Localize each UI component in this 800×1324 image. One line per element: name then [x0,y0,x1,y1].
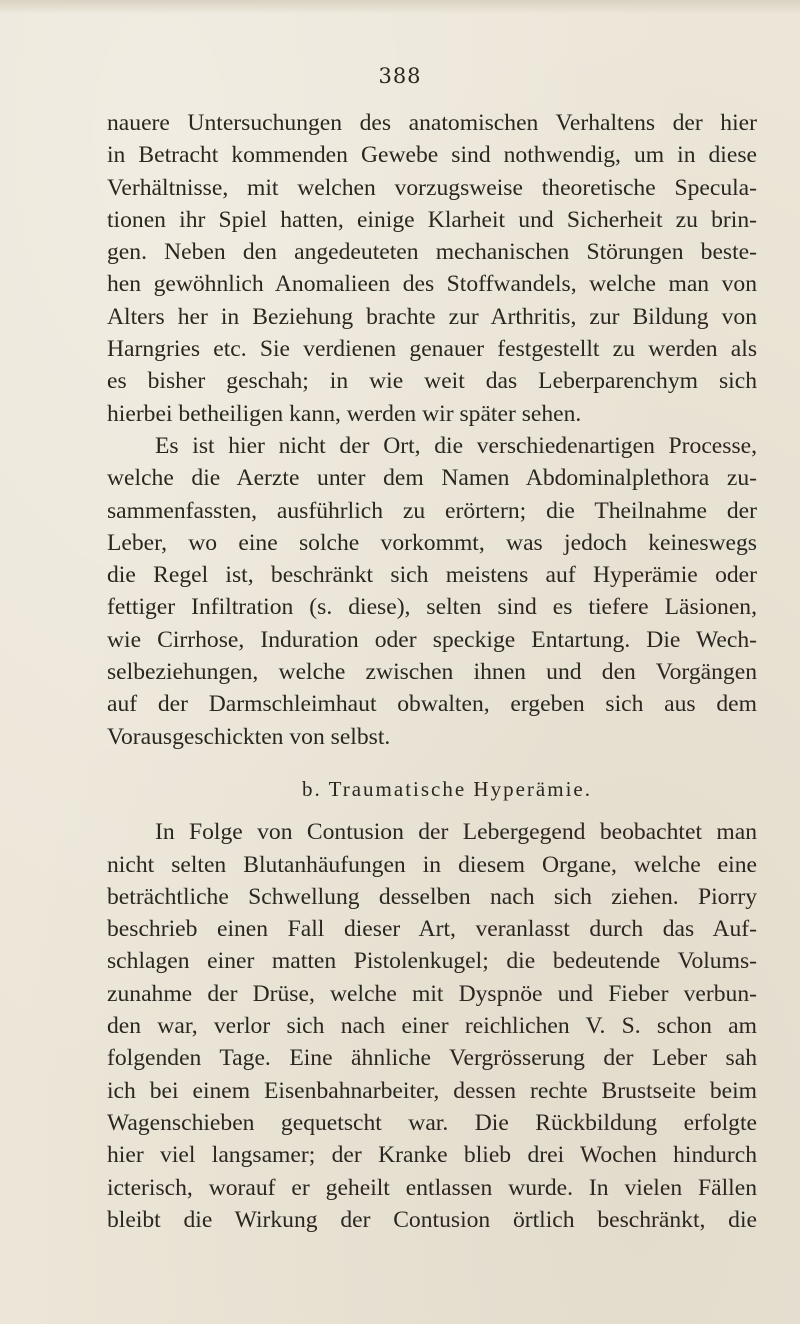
paragraph-1 [107,107,757,430]
text-line: hen gewöhnlich Anomalieen des Stoffwandels, welche man von [107,271,757,298]
text-line: zunahme der Drüse, welche mit Dyspnöe und Fieber verbun- [107,980,757,1007]
text-line: in Betracht kommenden Gewebe sind nothwendig, um in diese [107,142,757,169]
text-line: icterisch, worauf er geheilt entlassen wurde. In vielen Fällen [107,1174,757,1201]
text-line: hier viel langsamer; der Kranke blieb drei Wochen hindurch [107,1142,757,1169]
text-line: den war, verlor sich nach einer reichlichen V. S. schon am [107,1013,757,1040]
text-line: wie Cirrhose, Induration oder speckige Entartung. Die Wech- [107,626,757,653]
page-top-edge [0,0,800,14]
text-line: schlagen einer matten Pistolenkugel; die bedeutende Volums- [107,948,757,975]
body-text [107,107,757,1236]
text-line: nauere Untersuchungen des anatomischen Verhaltens der hier [107,110,757,136]
text-line: ich bei einem Eisenbahnarbeiter, dessen rechte Brustseite beim [107,1077,757,1104]
text-line: welche die Aerzte unter dem Namen Abdominalplethora zu- [107,465,757,492]
text-line: gen. Neben den angedeuteten mechanischen Störungen beste- [107,239,757,266]
section-heading: b. Traumatische Hyperämie. [302,776,592,801]
text-line: Harngries etc. Sie verdienen genauer festgestellt zu werden als [107,336,757,363]
text-line: Wagenschieben gequetscht war. Die Rückbildung erfolgte [107,1109,757,1136]
text-line: nicht selten Blutanhäufungen in diesem Organe, welche eine [107,851,757,878]
text-line: die Regel ist, beschränkt sich meistens auf Hyperämie oder [107,562,757,589]
text-line: Alters her in Beziehung brachte zur Arthritis, zur Bildung von [107,303,757,330]
text-line: In Folge von Contusion der Lebergegend beobachtet man [155,819,757,846]
text-line: es bisher geschah; in wie weit das Leberparenchym sich [107,368,757,395]
text-line: folgenden Tage. Eine ähnliche Vergrösserung der Leber sah [107,1045,757,1072]
text-line: auf der Darmschleimhaut obwalten, ergeben sich aus dem [107,691,757,718]
text-line: bleibt die Wirkung der Contusion örtlich beschränkt, die [107,1206,757,1233]
text-line: beträchtliche Schwellung desselben nach sich ziehen. Piorry [107,883,757,910]
page-number: 388 [378,64,422,88]
text-line: tionen ihr Spiel hatten, einige Klarheit und Sicherheit zu brin- [107,206,757,233]
paragraph-3 [107,816,757,1236]
text-line: selbeziehungen, welche zwischen ihnen und den Vorgängen [107,659,757,686]
text-line: Verhältnisse, mit welchen vorzugsweise theoretische Specula- [107,174,757,201]
text-line: Vorausgeschickten von selbst. [107,723,391,750]
text-line: Es ist hier nicht der Ort, die verschiedenartigen Processe, [155,432,757,459]
paragraph-2 [107,430,757,753]
text-line: Leber, wo eine solche vorkommt, was jedoch keineswegs [107,529,757,556]
text-line: fettiger Infiltration (s. diese), selten sind es tiefere Läsionen, [107,594,757,621]
text-line: beschrieb einen Fall dieser Art, veranlasst durch das Auf- [107,916,757,943]
text-line: hierbei betheiligen kann, werden wir später sehen. [107,400,582,427]
text-line: sammenfassten, ausführlich zu erörtern; die Theilnahme der [107,497,757,524]
